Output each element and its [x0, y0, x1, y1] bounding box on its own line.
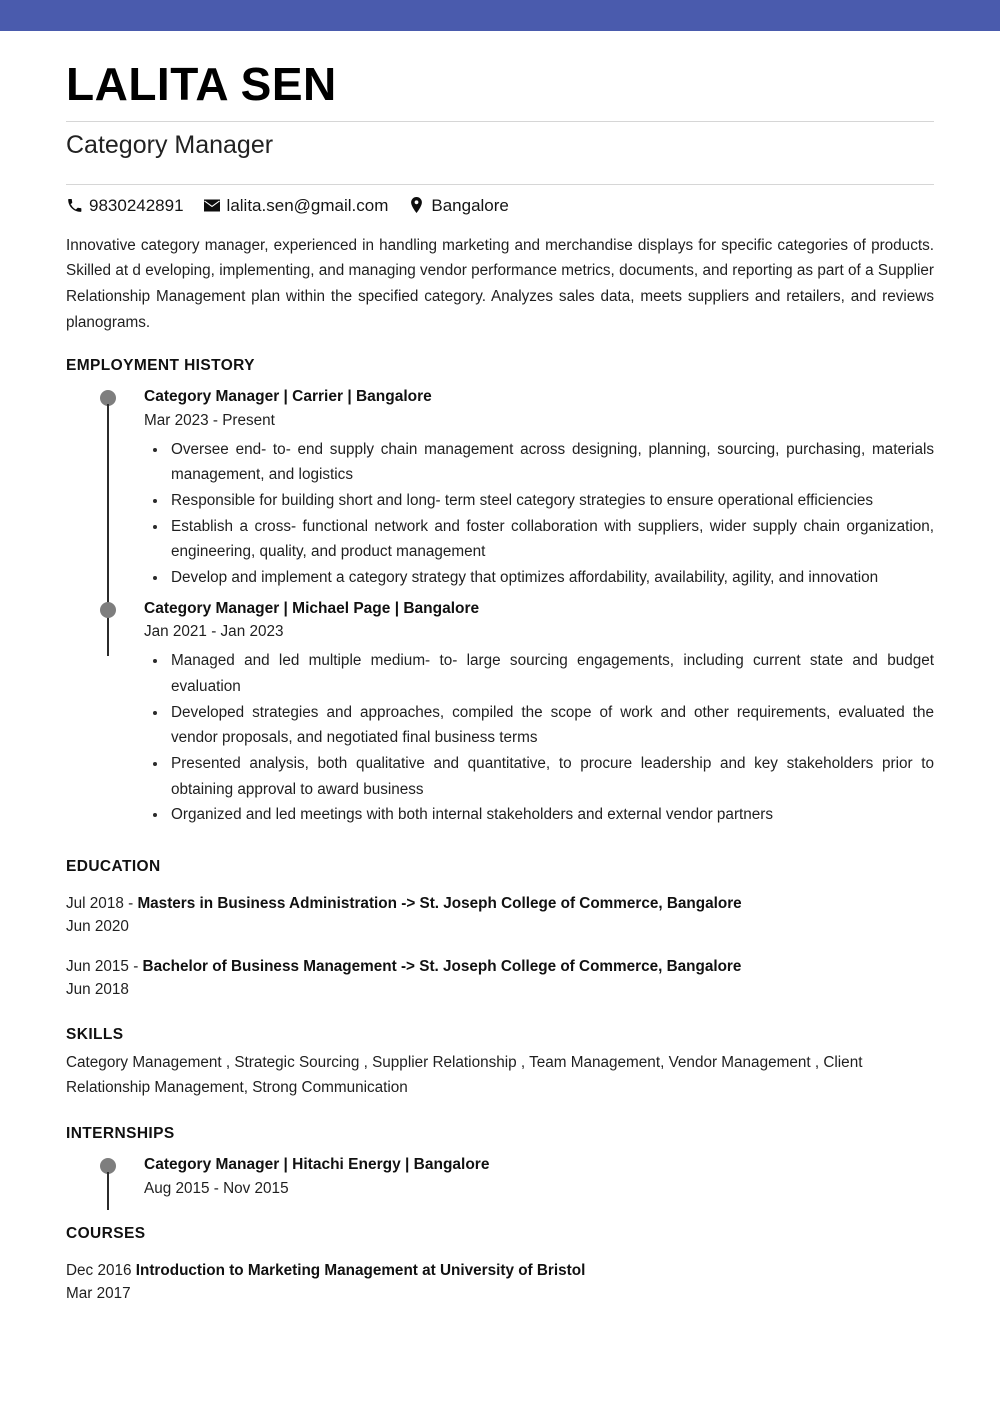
timeline-line	[107, 404, 109, 656]
employment-entry	[144, 598, 934, 828]
skills-list: Category Management , Strategic Sourcing , Supplier Relationship , Team Management, Vendor Management , Client Relationship Management, Strong Communication	[66, 1053, 863, 1097]
employment-title: Category Manager | Michael Page | Bangalore	[144, 599, 480, 617]
list-item: Oversee end- to- end supply chain management across designing, planning, sourcing, purchasing, materials management, and logistics	[144, 437, 934, 488]
employment-dates: Jan 2021 - Jan 2023	[144, 623, 284, 641]
education-entry	[66, 956, 934, 1002]
top-accent-bar	[0, 0, 1000, 31]
email-icon	[204, 197, 220, 213]
resume-page	[0, 60, 1000, 1305]
list-item: Develop and implement a category strategy that optimizes affordability, availability, agility, and innovation	[144, 565, 934, 591]
contact-location-value: Bangalore	[431, 195, 509, 215]
list-item: Responsible for building short and long- term steel category strategies to ensure operational efficiencies	[144, 488, 934, 514]
employment-dates: Mar 2023 - Present	[144, 411, 275, 429]
education-entry	[66, 893, 934, 939]
candidate-name: LALITA SEN	[66, 58, 337, 110]
section-heading-skills: SKILLS	[66, 1025, 124, 1043]
internship-dates: Aug 2015 - Nov 2015	[144, 1179, 289, 1197]
contact-phone-value: 9830242891	[89, 195, 184, 215]
employment-entry	[144, 386, 934, 591]
timeline-line	[107, 1172, 109, 1210]
employment-title: Category Manager | Carrier | Bangalore	[144, 388, 432, 406]
course-end-date: Mar 2017	[66, 1284, 131, 1302]
professional-summary: Innovative category manager, experienced in handling marketing and merchandise displays for specific categories of products. Skilled at d eveloping, implementing, and managing vendor performance metrics, documents, and reporting as part of a Supplier Relationship Management plan within the specified category. Analyzes sales data, meets suppliers and retailers, and reviews planograms.	[66, 236, 934, 331]
list-item: Developed strategies and approaches, compiled the scope of work and other requirements, evaluated the vendor proposals, and negotiated final business terms	[144, 700, 934, 751]
candidate-headline: Category Manager	[66, 131, 274, 160]
employment-bullets	[144, 437, 934, 591]
contact-row	[66, 185, 934, 214]
education-start-date: Jul 2018 -	[66, 895, 138, 913]
internship-entry	[144, 1154, 934, 1200]
section-heading-employment: EMPLOYMENT HISTORY	[66, 357, 255, 375]
section-heading-courses: COURSES	[66, 1224, 146, 1242]
contact-email[interactable]	[204, 197, 389, 214]
list-item: Establish a cross- functional network and foster collaboration with suppliers, wider supply chain organization, engineering, quality, and product management	[144, 514, 934, 565]
contact-email-value: lalita.sen@gmail.com	[226, 195, 389, 215]
timeline-dot-icon	[100, 602, 116, 618]
education-degree: Masters in Business Administration -> St. Joseph College of Commerce, Bangalore	[137, 895, 742, 913]
resume-header	[66, 60, 934, 214]
education-degree: Bachelor of Business Management -> St. Joseph College of Commerce, Bangalore	[142, 957, 742, 975]
education-start-date: Jun 2015 -	[66, 957, 143, 975]
education-end-date: Jun 2020	[66, 917, 129, 935]
entry-spacer	[144, 591, 934, 598]
employment-bullets	[144, 648, 934, 828]
employment-timeline	[66, 386, 934, 828]
course-name: Introduction to Marketing Management at University of Bristol	[135, 1261, 586, 1279]
course-start-date: Dec 2016	[66, 1261, 136, 1279]
education-end-date: Jun 2018	[66, 980, 129, 998]
list-item: Organized and led meetings with both internal stakeholders and external vendor partners	[144, 802, 934, 828]
phone-icon	[66, 197, 82, 213]
section-heading-internships: INTERNSHIPS	[66, 1125, 175, 1143]
section-heading-education: EDUCATION	[66, 858, 161, 876]
internship-title: Category Manager | Hitachi Energy | Bangalore	[144, 1156, 490, 1174]
list-item: Presented analysis, both qualitative and quantitative, to procure leadership and key stakeholders prior to obtaining approval to award business	[144, 751, 934, 802]
location-pin-icon	[408, 197, 424, 213]
internships-timeline	[66, 1154, 934, 1200]
course-entry	[66, 1260, 934, 1306]
list-item: Managed and led multiple medium- to- large sourcing engagements, including current state and budget evaluation	[144, 648, 934, 699]
contact-phone[interactable]	[66, 197, 184, 214]
contact-location[interactable]	[408, 197, 509, 214]
